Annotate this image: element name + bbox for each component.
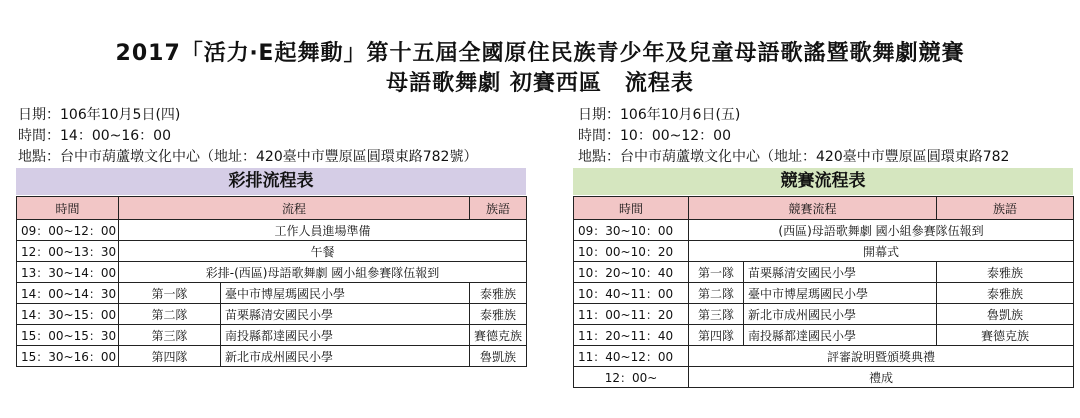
table-row bbox=[17, 241, 527, 262]
document-title: 2017「活力‧E起舞動」第十五屆全國原住民族青少年及兒童母語歌謠暨歌舞劇競賽 bbox=[115, 41, 965, 66]
table-row bbox=[574, 220, 1074, 241]
process-cell: 評審說明暨頒獎典禮 bbox=[689, 346, 1074, 367]
table-row bbox=[17, 220, 527, 241]
time-cell: 13：30~14：00 bbox=[17, 262, 119, 283]
rehearsal-schedule-table bbox=[16, 196, 527, 367]
team-cell: 第四隊 bbox=[689, 325, 744, 346]
language-cell: 魯凱族 bbox=[937, 304, 1074, 325]
header-time: 時間 bbox=[574, 197, 689, 220]
competition-time: 時間：10：00~12：00 bbox=[578, 128, 731, 144]
process-cell: 開幕式 bbox=[689, 241, 1074, 262]
time-cell: 10：40~11：00 bbox=[574, 283, 689, 304]
process-cell: 彩排-(西區)母語歌舞劇 國小組參賽隊伍報到 bbox=[119, 262, 527, 283]
language-cell: 魯凱族 bbox=[470, 346, 527, 367]
school-cell: 新北市成州國民小學 bbox=[221, 346, 470, 367]
school-cell: 苗栗縣清安國民小學 bbox=[221, 304, 470, 325]
rehearsal-section-title: 彩排流程表 bbox=[16, 168, 526, 195]
rehearsal-place: 地點：台中市葫蘆墩文化中心（地址：420臺中市豐原區圓環東路782號） bbox=[18, 149, 478, 165]
school-cell: 南投縣都達國民小學 bbox=[221, 325, 470, 346]
school-cell: 臺中市博屋瑪國民小學 bbox=[221, 283, 470, 304]
time-cell: 14：30~15：00 bbox=[17, 304, 119, 325]
table-row bbox=[17, 262, 527, 283]
table-row bbox=[574, 325, 1074, 346]
table-row bbox=[17, 325, 527, 346]
rehearsal-date: 日期：106年10月5日(四) bbox=[18, 107, 181, 123]
time-cell: 11：40~12：00 bbox=[574, 346, 689, 367]
team-cell: 第二隊 bbox=[119, 304, 221, 325]
rehearsal-time: 時間：14：00~16：00 bbox=[18, 128, 171, 144]
table-row bbox=[574, 367, 1074, 388]
language-cell: 泰雅族 bbox=[937, 262, 1074, 283]
table-row bbox=[574, 283, 1074, 304]
process-cell: 工作人員進場準備 bbox=[119, 220, 527, 241]
time-cell: 15：30~16：00 bbox=[17, 346, 119, 367]
language-cell: 泰雅族 bbox=[470, 283, 527, 304]
table-row bbox=[17, 346, 527, 367]
time-cell: 10：20~10：40 bbox=[574, 262, 689, 283]
school-cell: 新北市成州國民小學 bbox=[744, 304, 937, 325]
process-cell: 午餐 bbox=[119, 241, 527, 262]
school-cell: 南投縣都達國民小學 bbox=[744, 325, 937, 346]
language-cell: 賽德克族 bbox=[470, 325, 527, 346]
process-cell: (西區)母語歌舞劇 國小組參賽隊伍報到 bbox=[689, 220, 1074, 241]
table-header-row bbox=[574, 197, 1074, 220]
table-row bbox=[17, 283, 527, 304]
school-cell: 苗栗縣清安國民小學 bbox=[744, 262, 937, 283]
table-row bbox=[574, 262, 1074, 283]
team-cell: 第一隊 bbox=[689, 262, 744, 283]
school-cell: 臺中市博屋瑪國民小學 bbox=[744, 283, 937, 304]
header-language: 族語 bbox=[470, 197, 527, 220]
table-row bbox=[17, 304, 527, 325]
time-cell: 11：20~11：40 bbox=[574, 325, 689, 346]
table-row bbox=[574, 346, 1074, 367]
time-cell: 09：30~10：00 bbox=[574, 220, 689, 241]
table-row bbox=[574, 241, 1074, 262]
competition-section-title: 競賽流程表 bbox=[573, 168, 1073, 195]
process-cell: 禮成 bbox=[689, 367, 1074, 388]
language-cell: 賽德克族 bbox=[937, 325, 1074, 346]
rehearsal-info bbox=[18, 105, 477, 168]
competition-info bbox=[578, 105, 1048, 168]
header-process: 競賽流程 bbox=[689, 197, 937, 220]
team-cell: 第三隊 bbox=[119, 325, 221, 346]
time-cell: 14：00~14：30 bbox=[17, 283, 119, 304]
time-cell: 12：00~13：30 bbox=[17, 241, 119, 262]
language-cell: 泰雅族 bbox=[470, 304, 527, 325]
competition-schedule-table bbox=[573, 196, 1074, 388]
header-process: 流程 bbox=[119, 197, 470, 220]
team-cell: 第一隊 bbox=[119, 283, 221, 304]
time-cell: 09：00~12：00 bbox=[17, 220, 119, 241]
team-cell: 第二隊 bbox=[689, 283, 744, 304]
time-cell: 10：00~10：20 bbox=[574, 241, 689, 262]
time-cell: 12：00~ bbox=[574, 367, 689, 388]
competition-date: 日期：106年10月6日(五) bbox=[578, 107, 741, 123]
team-cell: 第三隊 bbox=[689, 304, 744, 325]
document-subtitle: 母語歌舞劇 初賽西區 流程表 bbox=[386, 71, 694, 96]
table-header-row bbox=[17, 197, 527, 220]
time-cell: 11：00~11：20 bbox=[574, 304, 689, 325]
time-cell: 15：00~15：30 bbox=[17, 325, 119, 346]
header-time: 時間 bbox=[17, 197, 119, 220]
table-row bbox=[574, 304, 1074, 325]
language-cell: 泰雅族 bbox=[937, 283, 1074, 304]
team-cell: 第四隊 bbox=[119, 346, 221, 367]
header-language: 族語 bbox=[937, 197, 1074, 220]
competition-place: 地點：台中市葫蘆墩文化中心（地址：420臺中市豐原區圓環東路782 bbox=[578, 149, 1010, 165]
